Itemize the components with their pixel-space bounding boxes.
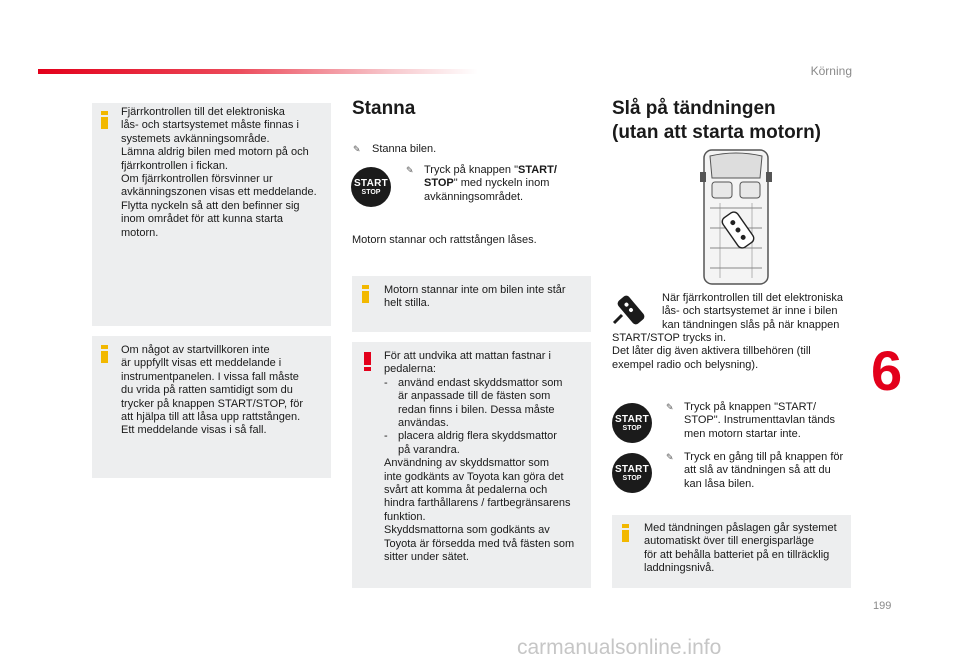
- start-stop-button-icon: START STOP: [351, 167, 391, 207]
- watermark: carmanualsonline.info: [517, 636, 722, 659]
- info-icon: [101, 111, 109, 129]
- header-accent-bar: [38, 69, 478, 74]
- vehicle-top-view-illustration: [700, 148, 776, 286]
- info-icon: [101, 345, 109, 363]
- step-ignition-off: Tryck en gång till på knappen för att slå av tändningen så att du kan låsa bilen.: [684, 451, 844, 490]
- info-box-remote-text: Fjärrkontrollen till det elektroniska lås- och startsystemet måste finnas i systemets avkänningsområde. Lämna aldrig bilen med motorn på och fjärrkontrollen i fickan. Om fjärrkontrollen försvinner ur avkänningszonen visas ett meddelande. Flytta nyckeln så att den befinner sig inom området för att kunna starta motorn.: [121, 106, 317, 239]
- warning-icon: [364, 352, 371, 371]
- step-ignition-on: Tryck på knappen "START/ STOP". Instrumenttavlan tänds men motorn startar inte.: [684, 401, 836, 440]
- bullet-arrow-icon: ✎: [406, 165, 414, 175]
- info-box-standstill-text: Motorn stannar inte om bilen inte står helt stilla.: [384, 284, 566, 310]
- start-stop-button-icon: START STOP: [612, 453, 652, 493]
- bullet-arrow-icon: ✎: [353, 144, 361, 154]
- page-number: 199: [873, 600, 892, 612]
- section-title-stanna: Stanna: [352, 98, 416, 119]
- section-label: Körning: [810, 64, 852, 78]
- bullet-arrow-icon: ✎: [666, 402, 674, 412]
- stop-result-text: Motorn stannar och rattstången låses.: [352, 234, 537, 246]
- step-stop-vehicle: Stanna bilen.: [372, 143, 437, 155]
- info-icon: [622, 524, 630, 542]
- remote-key-icon: [612, 293, 650, 327]
- section-title-ignition: Slå på tändningen (utan att starta motorn): [612, 98, 821, 143]
- bullet-arrow-icon: ✎: [666, 452, 674, 462]
- warning-box-floor-mats-text: För att undvika att mattan fastnar i pedalerna: - använd endast skyddsmattor som är anpassade till de fästen som redan finns i bilen. Dessa måste användas. - placera aldrig flera skyddsmattor på varandra. Användning av skyddsmattor som inte godkänts av Toyota kan göra det svårt att komma åt pedalerna och hindra farthållarens / fartbegränsarens funktion. Skyddsmattorna som godkänts av Toyota är försedda med två fästen som sitter under sätet.: [384, 350, 575, 564]
- step-press-start-stop: Tryck på knappen "START/ STOP" med nyckeln inom avkänningsområdet.: [424, 164, 557, 203]
- chapter-number: 6: [871, 339, 903, 402]
- remote-key-text-continued: START/STOP trycks in. Det låter dig även aktivera tillbehören (till exempel radio och belysning).: [612, 332, 811, 371]
- info-box-energy-saving-text: Med tändningen påslagen går systemet automatiskt över till energisparläge för att behålla batteriet på en tillräcklig laddningsnivå.: [644, 522, 837, 575]
- start-stop-button-icon: START STOP: [612, 403, 652, 443]
- info-box-start-conditions-text: Om något av startvillkoren inte är uppfyllt visas ett meddelande i instrumentpanelen. I vissa fall måste du vrida på ratten samtidigt som du trycker på knappen START/STOP, för att hjälpa till att låsa upp rattstången. Ett meddelande visas i så fall.: [121, 344, 303, 437]
- info-icon: [362, 285, 370, 303]
- remote-key-text: När fjärrkontrollen till det elektroniska lås- och startsystemet är inne i bilen kan tändningen slås på när knappen: [662, 292, 843, 331]
